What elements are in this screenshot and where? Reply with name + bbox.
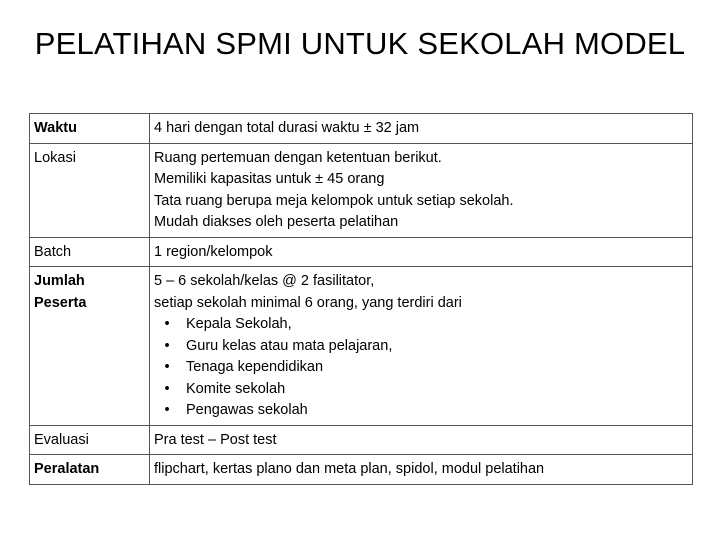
table-row-evaluasi (30, 425, 693, 455)
list-item-text: Komite sekolah (186, 380, 286, 397)
row-value-line: Memiliki kapasitas untuk ± 45 orang (154, 171, 385, 187)
row-value-lokasi (150, 143, 693, 237)
row-value-line: Tata ruang berupa meja kelompok untuk setiap sekolah. (154, 192, 514, 209)
list-item (162, 400, 688, 422)
row-value-line: 5 – 6 sekolah/kelas @ 2 fasilitator, (154, 273, 375, 289)
row-value-line: Ruang pertemuan dengan ketentuan berikut. (154, 149, 442, 166)
row-value-waktu (150, 114, 693, 144)
row-value-peralatan (150, 455, 693, 485)
row-label-jumlah-peserta (30, 267, 150, 426)
list-item (162, 357, 688, 379)
row-label-text: Waktu (34, 120, 77, 136)
row-label-text: Peralatan (34, 461, 100, 477)
row-label-text: Peserta (34, 294, 87, 311)
table-row-lokasi (30, 143, 693, 237)
row-label-text: Evaluasi (34, 431, 89, 448)
row-label-waktu (30, 114, 150, 144)
info-table (29, 113, 693, 485)
row-label-batch (30, 237, 150, 267)
bullet-icon: • (164, 380, 170, 397)
list-item-text: Tenaga kependidikan (186, 359, 324, 375)
list-item-text: Guru kelas atau mata pelajaran, (186, 337, 393, 354)
row-label-lokasi (30, 143, 150, 237)
list-item (162, 314, 688, 336)
bullet-icon: • (164, 359, 170, 375)
table-row-waktu (30, 114, 693, 144)
table-row-batch (30, 237, 693, 267)
row-label-text: Jumlah (34, 273, 85, 289)
row-value-line: Mudah diakses oleh peserta pelatihan (154, 214, 399, 230)
row-label-evaluasi (30, 425, 150, 455)
bullet-icon: • (164, 316, 170, 332)
list-item-text: Pengawas sekolah (186, 402, 308, 418)
row-value-batch (150, 237, 693, 267)
row-value-line: flipchart, kertas plano dan meta plan, spidol, modul pelatihan (154, 461, 545, 477)
list-item-text: Kepala Sekolah, (186, 316, 292, 332)
row-label-peralatan (30, 455, 150, 485)
row-value-evaluasi (150, 425, 693, 455)
row-label-text: Lokasi (34, 149, 76, 166)
row-value-line: Pra test – Post test (154, 431, 277, 448)
row-label-text: Batch (34, 243, 72, 260)
list-item (162, 336, 688, 358)
table-row-jumlah-peserta (30, 267, 693, 426)
bullet-icon: • (164, 337, 170, 354)
list-item (162, 379, 688, 401)
page-title: PELATIHAN SPMI UNTUK SEKOLAH MODEL (34, 26, 686, 61)
row-value-line: 4 hari dengan total durasi waktu ± 32 jam (154, 120, 420, 136)
row-value-line: 1 region/kelompok (154, 243, 273, 260)
row-value-jumlah-peserta (150, 267, 693, 426)
bullet-icon: • (164, 402, 170, 418)
participant-list (154, 314, 688, 422)
row-value-line: setiap sekolah minimal 6 orang, yang terdiri dari (154, 294, 462, 311)
table-row-peralatan (30, 455, 693, 485)
